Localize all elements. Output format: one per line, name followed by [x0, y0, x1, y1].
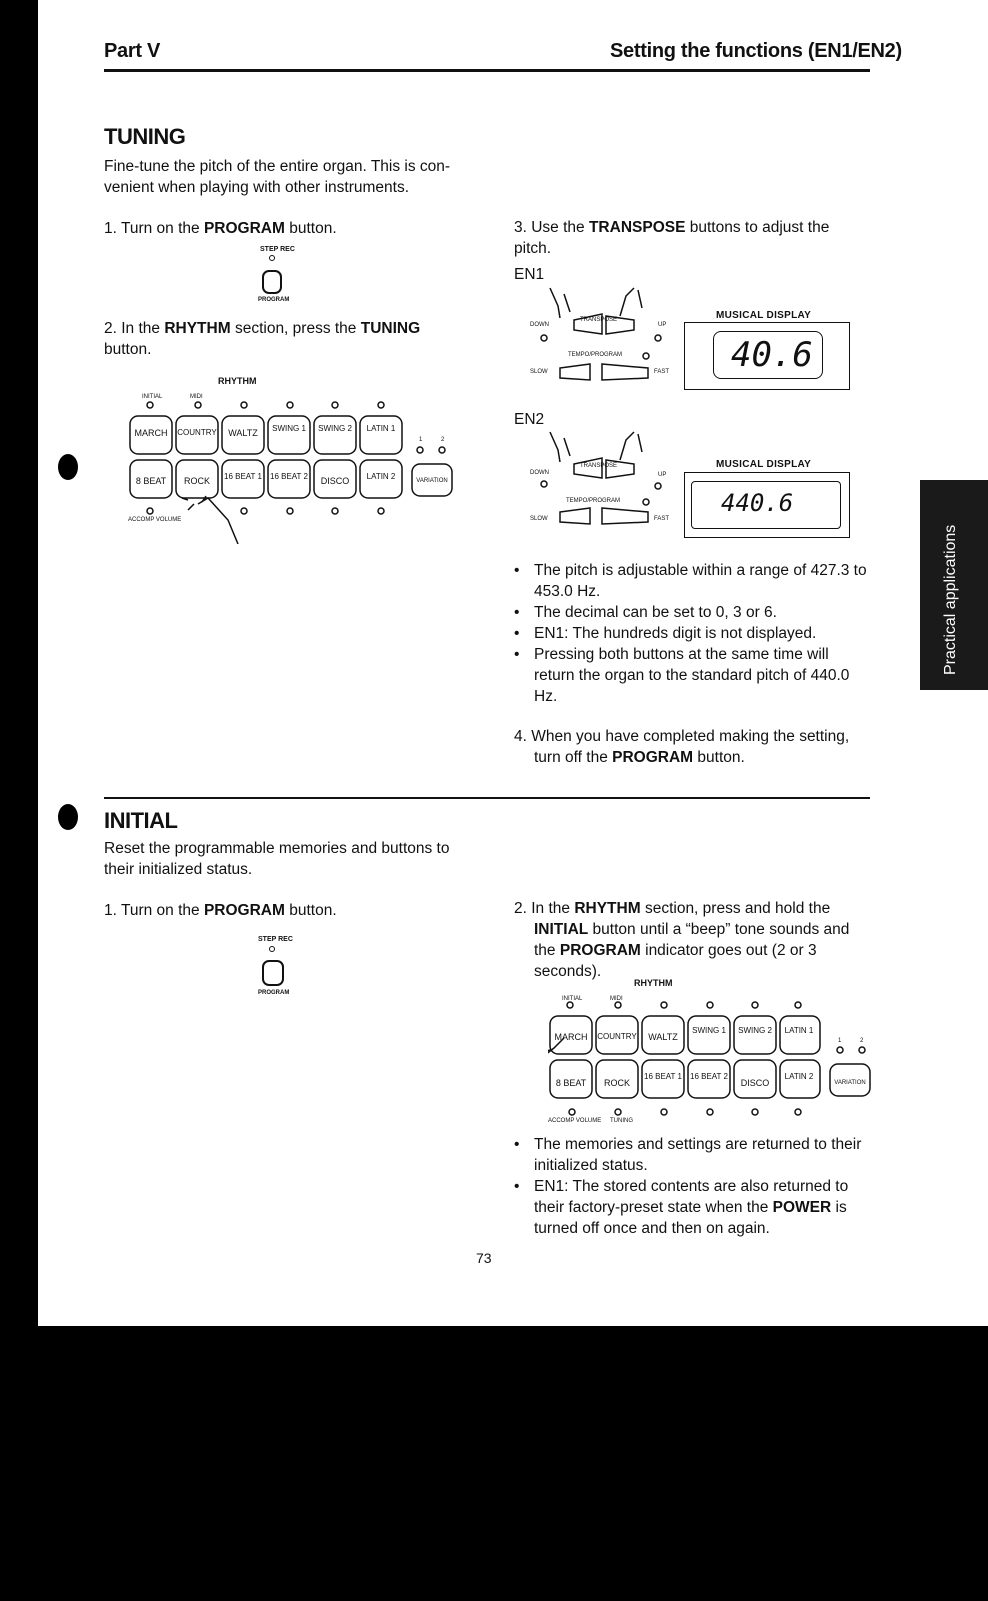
en2-transpose-diagram: DOWN UP TRANSPOSE TEMPO/PROGRAM SLOW FAST	[530, 430, 680, 530]
tuning-note: • Pressing both buttons at the same time will return the organ to the standard pitch of 440.0 Hz.	[514, 644, 872, 707]
button-16-beat-2: 16 BEAT 2	[690, 1072, 728, 1081]
tuning-note: • The pitch is adjustable within a range of 427.3 to 453.0 Hz.	[514, 560, 872, 602]
en2-musical-display	[684, 472, 850, 538]
button-disco: DISCO	[320, 476, 350, 486]
button-8-beat: 8 BEAT	[555, 1078, 587, 1088]
button-country: COUNTRY	[177, 428, 217, 437]
en1-label: EN1	[514, 266, 545, 283]
en2-label: EN2	[514, 411, 545, 428]
button-16-beat-1: 16 BEAT 1	[224, 472, 262, 481]
button-march: MARCH	[134, 428, 168, 438]
en1-musical-display-label: MUSICAL DISPLAY	[716, 310, 812, 321]
button-waltz: WALTZ	[228, 428, 258, 438]
rhythm-panel-initial: RHYTHM INITIAL MIDI 1 2 ACCOMP VOLUME TUNING	[548, 976, 878, 1126]
program-button-diagram: STEP REC PROGRAM	[258, 246, 295, 303]
section-divider	[104, 797, 870, 799]
tuning-note: • The decimal can be set to 0, 3 or 6.	[514, 602, 872, 623]
tuning-note: • EN1: The hundreds digit is not displayed.	[514, 623, 872, 644]
button-waltz: WALTZ	[648, 1032, 678, 1042]
initial-note: • EN1: The stored contents are also returned to their factory-preset state when the POWER is turned off once and then on again.	[514, 1176, 872, 1239]
initial-step2: 2. In the RHYTHM section, press and hold the INITIAL button until a “beep” tone sounds and the PROGRAM indicator goes out (2 or 3 seconds).	[514, 900, 850, 980]
en2-display-value: 440.6	[721, 489, 794, 517]
button-disco: DISCO	[740, 1078, 770, 1088]
en1-musical-display	[684, 322, 850, 390]
margin-dot	[58, 804, 78, 830]
button-8-beat: 8 BEAT	[135, 476, 167, 486]
tuning-intro: Fine-tune the pitch of the entire organ. This is con- venient when playing with other instruments.	[104, 158, 451, 196]
header-section-title: Setting the functions (EN1/EN2)	[610, 40, 902, 62]
margin-dot	[58, 454, 78, 480]
en2-musical-display-label: MUSICAL DISPLAY	[716, 459, 812, 470]
initial-intro: Reset the programmable memories and buttons to their initialized status.	[104, 840, 450, 878]
button-swing-1: SWING 1	[272, 424, 306, 433]
page-number: 73	[476, 1250, 492, 1266]
tuning-step3: 3. Use the TRANSPOSE buttons to adjust the pitch.	[514, 219, 830, 257]
rhythm-panel-tuning: RHYTHM INITIAL MIDI 1 2 ACCOMP VOLUME	[128, 374, 458, 544]
button-latin-1: LATIN 1	[784, 1026, 814, 1035]
button-country: COUNTRY	[597, 1032, 637, 1041]
button-16-beat-2: 16 BEAT 2	[270, 472, 308, 481]
button-16-beat-1: 16 BEAT 1	[644, 1072, 682, 1081]
header-part: Part V	[104, 40, 161, 62]
button-variation: VARIATION	[416, 478, 448, 484]
button-rock: ROCK	[603, 1078, 630, 1088]
button-swing-2: SWING 2	[318, 424, 352, 433]
scan-margin	[0, 1326, 988, 1601]
button-march: MARCH	[554, 1032, 588, 1042]
tuning-notes	[514, 560, 872, 707]
program-button-diagram: STEP REC PROGRAM	[258, 936, 293, 996]
tuning-step2: 2. In the RHYTHM section, press the TUNING button.	[104, 320, 421, 358]
button-variation: VARIATION	[834, 1080, 866, 1086]
initial-note: • The memories and settings are returned to their initialized status.	[514, 1134, 872, 1176]
side-tab: Practical applications	[920, 480, 988, 690]
button-latin-2: LATIN 2	[784, 1072, 814, 1081]
button-swing-1: SWING 1	[692, 1026, 726, 1035]
tuning-step1: 1. Turn on the PROGRAM button.	[104, 220, 337, 237]
button-rock: ROCK	[183, 476, 210, 486]
tuning-title: TUNING	[104, 124, 186, 149]
button-latin-2: LATIN 2	[366, 472, 396, 481]
button-swing-2: SWING 2	[738, 1026, 772, 1035]
header-rule	[104, 69, 870, 72]
initial-step1: 1. Turn on the PROGRAM button.	[104, 902, 337, 919]
en1-transpose-diagram: DOWN UP TRANSPOSE TEMPO/PROGRAM SLOW FAST	[530, 286, 680, 386]
initial-notes	[514, 1134, 872, 1239]
tuning-step4: 4. When you have completed making the setting, turn off the PROGRAM button.	[514, 728, 850, 766]
button-latin-1: LATIN 1	[366, 424, 396, 433]
en1-display-value: 40.6	[731, 335, 813, 375]
initial-title: INITIAL	[104, 808, 178, 833]
